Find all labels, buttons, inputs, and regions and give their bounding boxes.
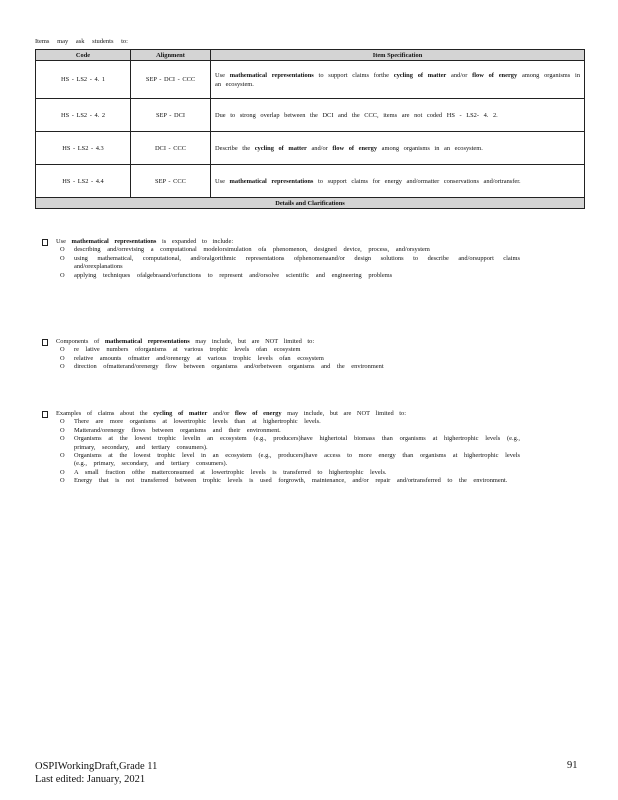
standard-code: HS - LS2 - 4.4 — [36, 165, 131, 198]
circle-bullet-icon: O — [60, 254, 65, 262]
text-run: may include, but are NOT limited to: — [189, 338, 315, 345]
list-item — [40, 355, 560, 363]
list-item — [40, 435, 560, 452]
emphasis-term: flow of energy — [332, 144, 378, 152]
list-item-text: There are more organisms at lowertrophic levels than at highertrophic levels. — [74, 418, 321, 426]
section-heading — [40, 338, 560, 346]
standard-code: HS - LS2 - 4. 1 — [36, 61, 131, 99]
alignment-value: SEP - DCI - CCC — [131, 61, 211, 99]
text-run: to support claims for energy and/ormatter conservations and/ortransfer. — [313, 177, 521, 185]
text-run: Use — [215, 177, 230, 185]
column-header-code: Code — [36, 50, 131, 61]
list-item — [40, 255, 560, 272]
item-specification — [211, 99, 585, 132]
page-number: 91 — [567, 760, 578, 771]
text-run: among organisms in an ecosystem. — [215, 71, 581, 88]
circle-bullet-icon: O — [60, 468, 65, 476]
list-item — [40, 346, 560, 354]
table-row — [36, 61, 585, 99]
square-bullet-icon — [42, 339, 48, 346]
list-item — [40, 477, 560, 485]
list-item-text: applying techniques ofalgebraand/orfunctions to represent and/orsolve scientific and engineering problems — [74, 271, 393, 279]
column-header-alignment: Alignment — [131, 50, 211, 61]
list-item — [40, 363, 560, 371]
table-row — [36, 165, 585, 198]
emphasis-term: cycling of matter — [393, 71, 447, 79]
footer — [35, 760, 157, 786]
text-run: among organisms in an ecosystem. — [377, 144, 483, 152]
details-clarifications-header: Details and Clarifications — [36, 198, 585, 209]
circle-bullet-icon: O — [60, 363, 65, 371]
section-heading — [40, 238, 560, 246]
circle-bullet-icon: O — [60, 435, 65, 443]
standard-code: HS - LS2 - 4. 2 — [36, 99, 131, 132]
list-item-text: re lative numbers oforganisms at various trophic levels ofan ecosystem — [74, 346, 301, 354]
table-row — [36, 99, 585, 132]
emphasis-term: flow of energy — [234, 410, 282, 417]
text-run: Describe the — [215, 144, 255, 152]
circle-bullet-icon: O — [60, 452, 65, 460]
list-item-text: A small fraction ofthe matterconsumed at lowertrophic levels is transferred to highertrophic levels. — [74, 468, 387, 476]
list-item-text: Energy that is not transferred between trophic levels is used forgrowth, maintenance, and/or repair and/ortransferred to the environment. — [74, 477, 508, 485]
item-specification — [211, 132, 585, 165]
intro-text: Items may ask students to: — [35, 38, 128, 45]
list-item — [40, 452, 560, 469]
text-run: to support claims forthe — [313, 71, 394, 79]
emphasis-term: mathematical representations — [229, 177, 314, 185]
circle-bullet-icon: O — [60, 354, 65, 362]
emphasis-term: cycling of matter — [153, 410, 208, 417]
circle-bullet-icon: O — [60, 418, 65, 426]
list-item-text: describing and/orrevising a computational modelorsimulation ofa phenomenon, designed device, process, and/orsystem — [74, 246, 430, 254]
list-item-text: Organisms at the lowest trophic level in an ecosystem (e.g., producers)have access to more energy than organisms at highertrophic levels (e.g., primary, secondary, and tertiary consumers). — [74, 452, 520, 468]
list-item — [40, 427, 560, 435]
item-specification — [211, 61, 585, 99]
clarification-section — [40, 338, 560, 372]
item-specification-table — [35, 49, 585, 209]
footer-draft-label: OSPIWorkingDraft,Grade 11 — [35, 761, 158, 772]
alignment-value: SEP - DCI — [131, 99, 211, 132]
list-item — [40, 418, 560, 426]
text-run: Use — [215, 71, 230, 79]
text-run: and/or — [446, 71, 473, 79]
footer-last-edited: Last edited: January, 2021 — [35, 774, 146, 785]
list-item-text: using mathematical, computational, and/oralgorithmic representations ofphenomenaand/or design solutions to describe and/orsupport claims and/orexplanations — [74, 254, 520, 271]
list-item — [40, 272, 560, 280]
column-header-item-specification: Item Specification — [211, 50, 585, 61]
standard-code: HS - LS2 - 4.3 — [36, 132, 131, 165]
circle-bullet-icon: O — [60, 346, 65, 354]
square-bullet-icon — [42, 411, 48, 418]
clarification-section — [40, 410, 560, 486]
alignment-value: SEP - CCC — [131, 165, 211, 198]
text-run: may include, but are NOT limited to: — [281, 410, 406, 417]
emphasis-term: flow of energy — [472, 71, 518, 79]
text-run: Due to strong overlap between the DCI and the CCC, items are not coded HS - LS2- 4. 2. — [215, 111, 498, 119]
circle-bullet-icon: O — [60, 477, 65, 485]
list-item — [40, 469, 560, 477]
text-run: Use — [56, 238, 72, 245]
item-specification — [211, 165, 585, 198]
text-run: Components of — [56, 338, 105, 345]
alignment-value: DCI - CCC — [131, 132, 211, 165]
list-item-text: Matterand/orenergy flows between organisms and their environment. — [74, 426, 281, 434]
circle-bullet-icon: O — [60, 271, 65, 279]
clarification-section — [40, 238, 560, 280]
list-item-text: relative amounts ofmatter and/orenergy at various trophic levels ofan ecosystem — [74, 354, 324, 362]
section-heading — [40, 410, 560, 418]
emphasis-term: mathematical representations — [229, 71, 314, 79]
emphasis-term: mathematical representations — [71, 238, 157, 245]
text-run: is expanded to include: — [156, 238, 234, 245]
emphasis-term: mathematical representations — [104, 338, 190, 345]
table-row — [36, 132, 585, 165]
text-run: and/or — [306, 144, 333, 152]
circle-bullet-icon: O — [60, 246, 65, 254]
list-item-text: direction ofmatterand/orenergy flow between organisms and/orbetween organisms and the environment — [74, 363, 384, 371]
emphasis-term: cycling of matter — [254, 144, 307, 152]
circle-bullet-icon: O — [60, 426, 65, 434]
text-run: and/or — [207, 410, 235, 417]
square-bullet-icon — [42, 239, 48, 246]
list-item-text: Organisms at the lowest trophic levelin an ecosystem (e.g., producers)have highertotal biomass than organisms at highertrophic levels (e.g., primary, secondary, and tertiary consumers). — [74, 435, 520, 451]
list-item — [40, 246, 560, 254]
text-run: Examples of claims about the — [56, 410, 154, 417]
